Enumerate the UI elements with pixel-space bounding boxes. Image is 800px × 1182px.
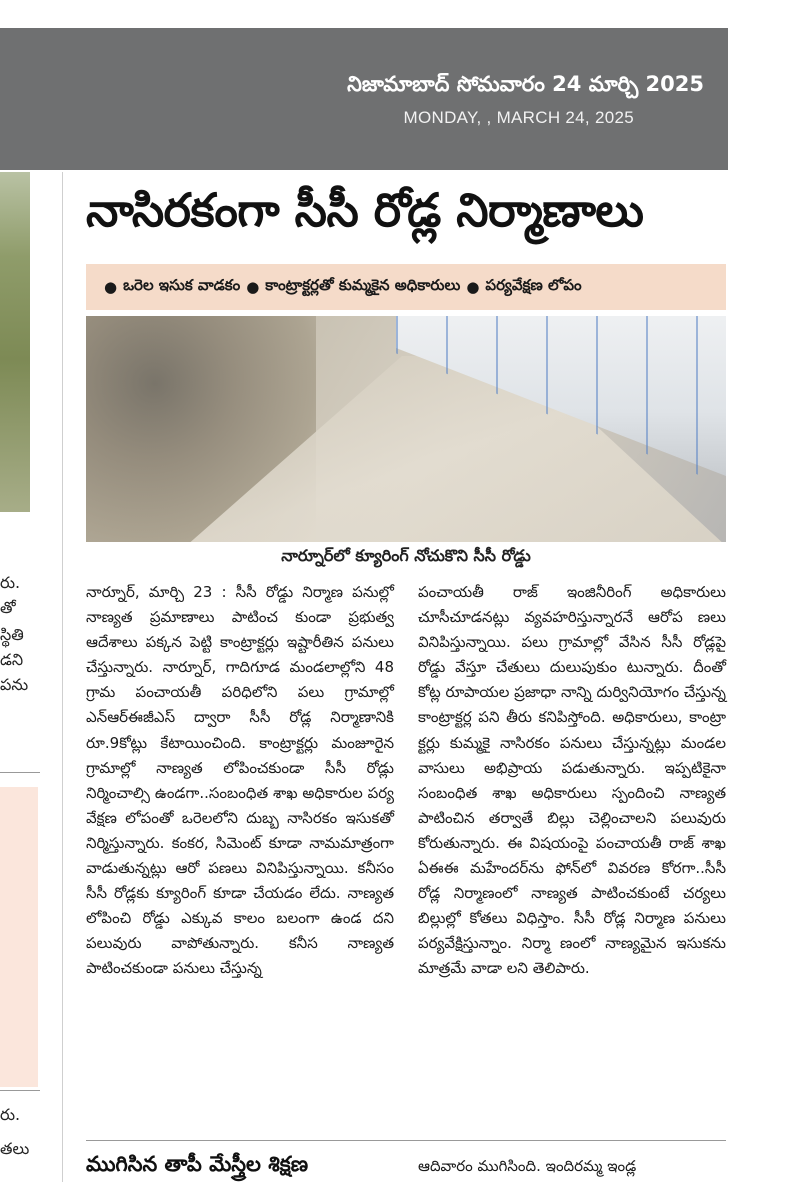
article-headline: నాసిరకంగా సీసీ రోడ్ల నిర్మాణాలు (86, 183, 644, 237)
article-paragraph: పంచాయతీ రాజ్ ఇంజినీరింగ్ అధికారులు చూసీచూడనట్లు వ్యవహరిస్తున్నారనే ఆరోప ణలు వినిపిస్తున్నాయి. పలు గ్రామాల్లో వేసిన సీసీ రోడ్లపై రోడ్డు వేస్తూ చేతులు దులుపుకుం టున్నారు. దీంతో కోట్ల రూపాయల ప్రజాధా నాన్ని దుర్వినియోగం చేస్తున్న కాంట్రాక్టర్ల పని తీరు కనిపిస్తోంది. అధికారులు, కాంట్రా క్టర్లు కుమ్మకై నాసిరకం పనులు చేస్తున్నట్లు మండల వాసులు అభిప్రాయ పడుతున్నారు. ఇప్పటికైనా సంబంధిత శాఖ అధికారులు స్పందించి నాణ్యత పాటించిన తర్వాతే బిల్లు చెల్లించాలని పలువురు కోరుతున్నారు. ఈ విషయంపై పంచాయతీ రాజ్ శాఖ ఏఈఈ మహేందర్‌ను ఫోన్‌లో వివరణ కోరగా..సీసీ రోడ్ల నిర్మాణంలో నాణ్యత పాటించకుంటే చర్యలు బిల్లుల్లో కోతలు విధిస్తాం. సీసీ రోడ్ల నిర్మాణ పనులు పర్యవేక్షిస్తున్నాం. నిర్మా ణంలో నాణ్యమైన ఇసుకను మాత్రమే వాడా లని తెలిపారు. (418, 583, 726, 978)
left-divider (0, 1090, 40, 1091)
subhead-item: కాంట్రాక్టర్లతో కుమ్మకైన అధికారులు (265, 276, 461, 294)
masthead-telugu-date: నిజామాబాద్ సోమవారం 24 మార్చి 2025 (347, 72, 704, 96)
left-divider (0, 772, 40, 773)
left-fragment-line: స్థితి (0, 625, 24, 644)
next-story-headline: ముగిసిన తాపీ మేస్త్రీల శిక్షణ (86, 1152, 309, 1176)
left-fragment-line: తలు (0, 1139, 30, 1158)
left-neighbor-column (0, 172, 42, 1182)
left-neighbor-photo (0, 172, 30, 512)
left-fragment-line: రు. (0, 1105, 21, 1124)
article-body-column-2 (418, 580, 726, 982)
next-story-first-line: ఆదివారం ముగిసింది. ఇందిరమ్మ ఇండ్ల (418, 1157, 637, 1175)
column-divider (62, 172, 63, 1182)
left-fragment-line: పను (0, 675, 29, 694)
bullet-icon: ● (104, 278, 118, 296)
left-neighbor-box (0, 787, 38, 1087)
article-subheads (86, 264, 726, 310)
left-fragment-line: రు. (0, 573, 21, 592)
left-fragment-line: తో (0, 598, 16, 617)
bullet-icon: ● (466, 278, 480, 296)
cc-road-photo (86, 316, 726, 542)
article-paragraph: నార్నూర్, మార్చి 23 : సీసీ రోడ్డు నిర్మాణ పనుల్లో నాణ్యత ప్రమాణాలు పాటించ కుండా ప్రభుత్వ ఆదేశాలు పక్కన పెట్టి కాంట్రాక్టర్లు ఇష్టారీతిన పనులు చేస్తున్నారు. నార్నూర్, గాదిగూడ మండలాల్లోని 48 గ్రామ పంచాయతీ పరిధిలోని పలు గ్రామాల్లో ఎన్‌ఆర్‌ఈజీఎస్ ద్వారా సీసీ రోడ్ల నిర్మాణానికి రూ.9కోట్లు కేటాయించింది. కాంట్రాక్టర్లు మంజూరైన గ్రామాల్లో నాణ్యత లోపించకుండా సీసీ రోడ్లు నిర్మించాల్సి ఉండగా..సంబంధిత శాఖ అధికారుల పర్య వేక్షణ లోపంతో ఒరెలలోని దుబ్బ నాసిరకం ఇసుకతో నిర్మిస్తున్నారు. కంకర, సిమెంట్ కూడా నామమాత్రంగా వాడుతున్నట్లు ఆరో పణలు వినిపిస్తున్నాయి. కనీసం సీసీ రోడ్లకు క్యూరింగ్ కూడా చేయడం లేదు. నాణ్యత లోపించి రోడ్డు ఎక్కువ కాలం బలంగా ఉండ దని పలువురు వాపోతున్నారు. కనీస నాణ్యత పాటించకుండా పనులు చేస్తున్న (86, 583, 394, 978)
masthead-english-date: MONDAY, , MARCH 24, 2025 (403, 108, 634, 127)
subhead-item: ఒరెల ఇసుక వాడకం (123, 276, 241, 294)
story-divider (86, 1140, 726, 1141)
subhead-item: పర్యవేక్షణ లోపం (485, 276, 582, 294)
photo-caption: నార్నూర్‌లో క్యూరింగ్ నోచుకొని సీసీ రోడ్డు (281, 546, 531, 565)
left-fragment-line: డని (0, 650, 24, 669)
article-body-column-1 (86, 580, 394, 982)
bullet-icon: ● (246, 278, 260, 296)
masthead-band (0, 28, 728, 170)
